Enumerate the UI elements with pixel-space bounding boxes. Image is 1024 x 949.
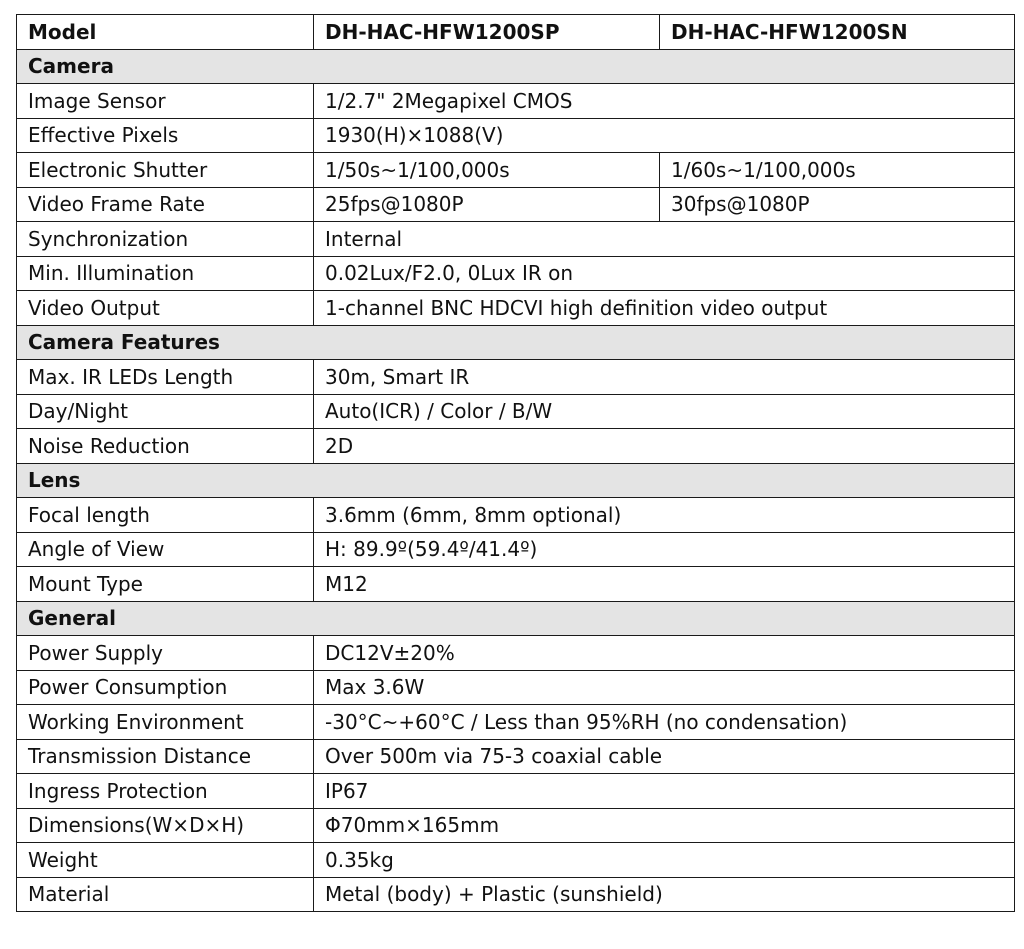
spec-value: Φ70mm×165mm — [314, 808, 1015, 843]
spec-label: Day/Night — [17, 394, 314, 429]
spec-label: Working Environment — [17, 705, 314, 740]
spec-value: 1/2.7" 2Megapixel CMOS — [314, 84, 1015, 119]
model-header-row — [17, 15, 1015, 50]
spec-row-power-supply — [17, 636, 1015, 671]
spec-row-electronic-shutter — [17, 153, 1015, 188]
spec-value: 2D — [314, 429, 1015, 464]
section-camera — [17, 49, 1015, 84]
spec-value: Metal (body) + Plastic (sunshield) — [314, 877, 1015, 912]
spec-value-sp: 25fps@1080P — [314, 187, 660, 222]
spec-value: Max 3.6W — [314, 670, 1015, 705]
spec-label: Min. Illumination — [17, 256, 314, 291]
spec-row-power-consumption — [17, 670, 1015, 705]
section-camera-features — [17, 325, 1015, 360]
spec-value: Over 500m via 75-3 coaxial cable — [314, 739, 1015, 774]
section-title: Lens — [17, 463, 1015, 498]
spec-value: 1-channel BNC HDCVI high definition video output — [314, 291, 1015, 326]
spec-label: Power Consumption — [17, 670, 314, 705]
section-lens — [17, 463, 1015, 498]
section-general — [17, 601, 1015, 636]
spec-value: Auto(ICR) / Color / B/W — [314, 394, 1015, 429]
spec-row-min-illumination — [17, 256, 1015, 291]
spec-value-sn: 30fps@1080P — [660, 187, 1015, 222]
spec-label: Transmission Distance — [17, 739, 314, 774]
spec-value: Internal — [314, 222, 1015, 257]
spec-value: 1930(H)×1088(V) — [314, 118, 1015, 153]
spec-row-effective-pixels — [17, 118, 1015, 153]
spec-value: 0.02Lux/F2.0, 0Lux IR on — [314, 256, 1015, 291]
spec-value: H: 89.9º(59.4º/41.4º) — [314, 532, 1015, 567]
spec-label: Video Frame Rate — [17, 187, 314, 222]
spec-value: 30m, Smart IR — [314, 360, 1015, 395]
spec-value: M12 — [314, 567, 1015, 602]
spec-row-ir-length — [17, 360, 1015, 395]
spec-row-weight — [17, 843, 1015, 878]
spec-label: Max. IR LEDs Length — [17, 360, 314, 395]
spec-label: Ingress Protection — [17, 774, 314, 809]
model-label: Model — [17, 15, 314, 50]
spec-row-transmission-distance — [17, 739, 1015, 774]
spec-label: Material — [17, 877, 314, 912]
spec-row-working-environment — [17, 705, 1015, 740]
spec-row-noise-reduction — [17, 429, 1015, 464]
spec-value: 3.6mm (6mm, 8mm optional) — [314, 498, 1015, 533]
spec-label: Mount Type — [17, 567, 314, 602]
spec-table — [16, 14, 1015, 912]
spec-row-day-night — [17, 394, 1015, 429]
spec-value: DC12V±20% — [314, 636, 1015, 671]
spec-label: Electronic Shutter — [17, 153, 314, 188]
section-title: Camera — [17, 49, 1015, 84]
spec-label: Effective Pixels — [17, 118, 314, 153]
spec-row-image-sensor — [17, 84, 1015, 119]
spec-row-material — [17, 877, 1015, 912]
spec-row-video-output — [17, 291, 1015, 326]
spec-row-synchronization — [17, 222, 1015, 257]
spec-row-ingress-protection — [17, 774, 1015, 809]
spec-row-dimensions — [17, 808, 1015, 843]
spec-value-sn: 1/60s~1/100,000s — [660, 153, 1015, 188]
spec-value-sp: 1/50s~1/100,000s — [314, 153, 660, 188]
spec-value: IP67 — [314, 774, 1015, 809]
spec-label: Synchronization — [17, 222, 314, 257]
spec-label: Noise Reduction — [17, 429, 314, 464]
spec-row-mount-type — [17, 567, 1015, 602]
model-sn: DH-HAC-HFW1200SN — [660, 15, 1015, 50]
spec-label: Video Output — [17, 291, 314, 326]
spec-label: Power Supply — [17, 636, 314, 671]
spec-row-video-frame-rate — [17, 187, 1015, 222]
section-title: Camera Features — [17, 325, 1015, 360]
spec-label: Angle of View — [17, 532, 314, 567]
spec-label: Focal length — [17, 498, 314, 533]
model-sp: DH-HAC-HFW1200SP — [314, 15, 660, 50]
spec-label: Image Sensor — [17, 84, 314, 119]
spec-value: 0.35kg — [314, 843, 1015, 878]
section-title: General — [17, 601, 1015, 636]
spec-row-angle-of-view — [17, 532, 1015, 567]
spec-value: -30°C~+60°C / Less than 95%RH (no condensation) — [314, 705, 1015, 740]
spec-label: Dimensions(W×D×H) — [17, 808, 314, 843]
spec-row-focal-length — [17, 498, 1015, 533]
spec-label: Weight — [17, 843, 314, 878]
